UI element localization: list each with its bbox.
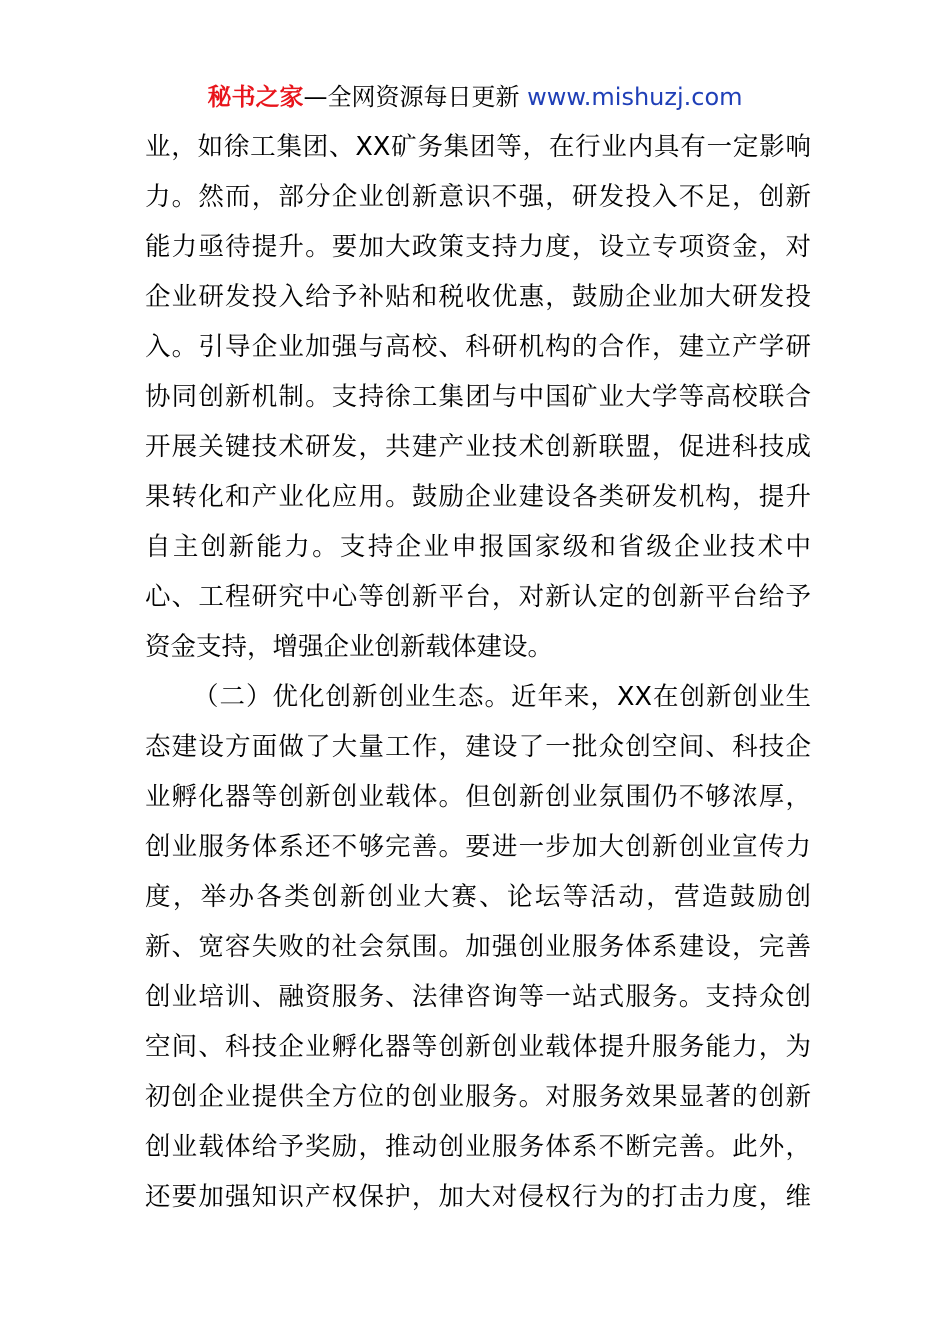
text-line: 初创企业提供全方位的创业服务。对服务效果显著的创新 [145, 1082, 811, 1112]
text-line: 资金支持，增强企业创新载体建设。 [145, 632, 554, 662]
text-line: 企业研发投入给予补贴和税收优惠，鼓励企业加大研发投 [145, 282, 811, 312]
text-line: 还要加强知识产权保护，加大对侵权行为的打击力度，维 [145, 1182, 811, 1212]
text-line: 创业培训、融资服务、法律咨询等一站式服务。支持众创 [145, 982, 811, 1012]
text-line: 态建设方面做了大量工作，建设了一批众创空间、科技企 [145, 732, 811, 762]
text-line: 心、工程研究中心等创新平台，对新认定的创新平台给予 [145, 582, 811, 612]
text-line: 力。然而，部分企业创新意识不强，研发投入不足，创新 [145, 182, 811, 212]
text-line: 业孵化器等创新创业载体。但创新创业氛围仍不够浓厚， [145, 782, 811, 812]
text-line: 空间、科技企业孵化器等创新创业载体提升服务能力，为 [145, 1032, 811, 1062]
text-line: 协同创新机制。支持徐工集团与中国矿业大学等高校联合 [145, 382, 811, 412]
header-tagline: —全网资源每日更新 [303, 83, 528, 111]
text-line: 能力亟待提升。要加大政策支持力度，设立专项资金，对 [145, 232, 811, 262]
document-body [145, 122, 811, 1222]
text-line: 创业载体给予奖励，推动创业服务体系不断完善。此外， [145, 1132, 811, 1162]
text-line: 开展关键技术研发，共建产业技术创新联盟，促进科技成 [145, 432, 811, 462]
text-line: 自主创新能力。支持企业申报国家级和省级企业技术中 [145, 532, 811, 562]
text-line: 入。引导企业加强与高校、科研机构的合作，建立产学研 [145, 332, 811, 362]
section-heading-line: （二）优化创新创业生态。近年来，XX在创新创业生 [193, 682, 811, 712]
page-header [0, 82, 950, 112]
text-line: 新、宽容失败的社会氛围。加强创业服务体系建设，完善 [145, 932, 811, 962]
text-line: 业，如徐工集团、XX矿务集团等，在行业内具有一定影响 [145, 132, 811, 162]
text-line: 果转化和产业化应用。鼓励企业建设各类研发机构，提升 [145, 482, 811, 512]
text-line: 创业服务体系还不够完善。要进一步加大创新创业宣传力 [145, 832, 811, 862]
text-line: 度，举办各类创新创业大赛、论坛等活动，营造鼓励创 [145, 882, 811, 912]
website-link[interactable]: www.mishuzj.com [527, 83, 743, 111]
brand-name: 秘书之家 [207, 83, 304, 111]
